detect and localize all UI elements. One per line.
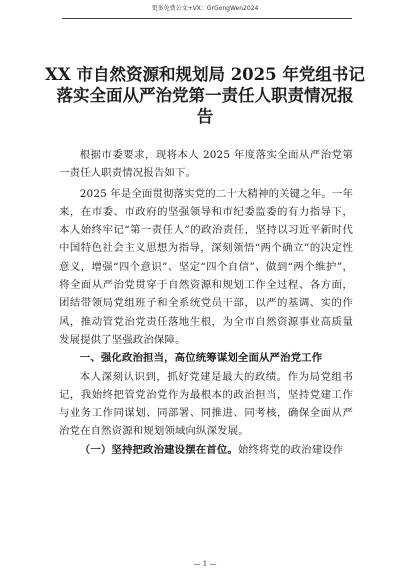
subsection-heading-1: （一）坚持把政治建设摆在首位。	[79, 443, 238, 456]
header-divider	[62, 18, 352, 19]
title-line-1: XX 市自然资源和规划局 2025 年党组书记	[45, 65, 365, 84]
document-body	[59, 146, 353, 459]
title-line-3: 告	[196, 107, 214, 126]
page-number: — 1 —	[193, 560, 217, 568]
document-title	[40, 64, 370, 127]
paragraph-overview: 2025 年是全面贯彻落实党的二十大精神的关键之年。一年来，在市委、市政府的坚强领导和市纪委监委的有力指导下，本人始终牢记“第一责任人”的政治责任，坚持以习近平新时代中国特色社会主义思想为指导，深刻领悟“两个确立”的决定性意义，增强“四个意识”、坚定“四个自信”、做到“两个维护”，将全面从严治党贯穿于自然资源和规划工作全过程、各方面，团结带领局党组班子和全系统党员干部，以严的基调、实的作风，推动管党治党责任落地生根，为全市自然资源事业高质量发展提供了坚强政治保障。	[59, 187, 353, 346]
subsection-text-1: 始终将党的政治建设作	[237, 443, 344, 456]
title-line-2: 落实全面从严治党第一责任人职责情况报	[56, 86, 354, 105]
paragraph-section-1: 本人深刻认识到，抓好党建是最大的政绩。作为局党组书记，我始终把管党治党作为最根本的政治担当，坚持党建工作与业务工作同谋划、同部署、同推进、同考核，确保全面从严治党在自然资源和规划领域向纵深发展。	[59, 370, 353, 438]
section-heading-1: 一、强化政治担当，高位统筹谋划全面从严治党工作	[79, 352, 323, 365]
paragraph-subsection-1	[59, 441, 353, 459]
paragraph-intro: 根据市委要求，现将本人 2025 年度落实全面从严治党第一责任人职责情况报告如下。	[59, 149, 353, 180]
top-banner: 更多免费公文+VX：GrGongWen2024	[151, 5, 259, 12]
